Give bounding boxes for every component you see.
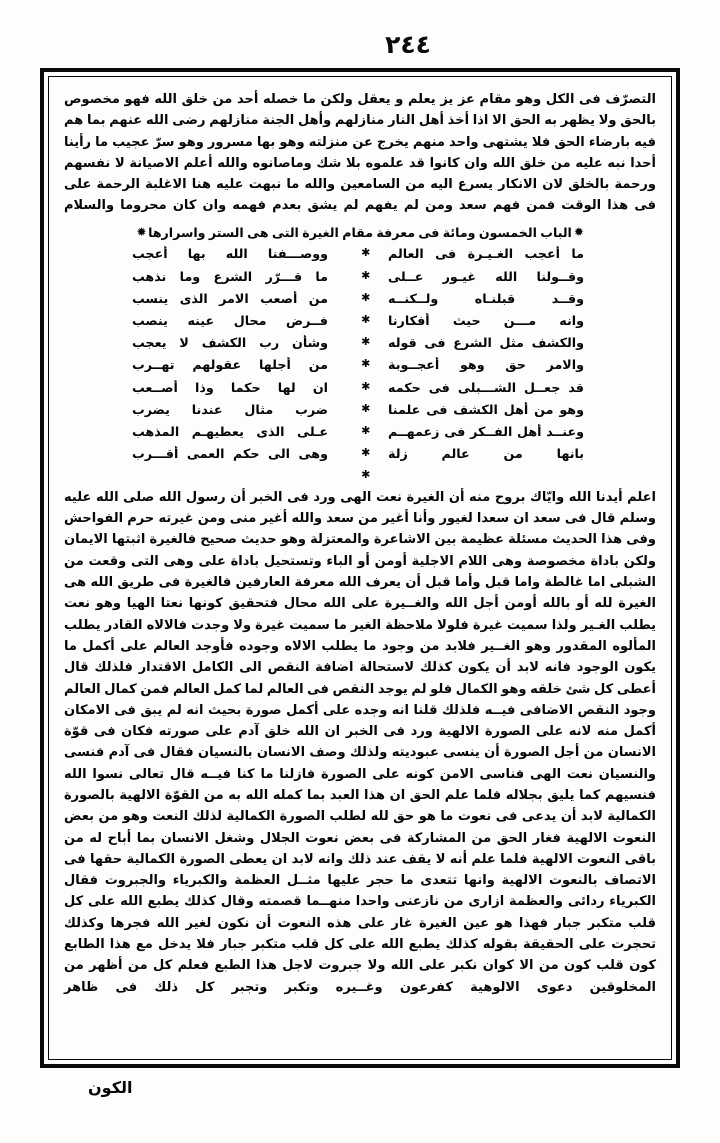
verse-line [132, 243, 584, 265]
page-number: ٢٤٤ [385, 30, 431, 59]
hemistich-left: ان لها حكما وذا أصــعب [132, 379, 328, 395]
verse-trailing-star-line [132, 465, 584, 487]
verse-separator-star-icon: ✱ [361, 312, 370, 326]
verse-separator-star-icon: ✱ [361, 246, 370, 260]
hemistich-left: من أجلها عقولهم تهــرب [132, 357, 328, 373]
verse-separator-star-icon: ✱ [361, 357, 370, 371]
catchword: الكون [88, 1078, 133, 1097]
hemistich-right: ما أعجب الغـيـرة فى العالم [388, 246, 584, 262]
verse-separator-star-icon: ✱ [361, 401, 370, 415]
hemistich-right: بانها من عالم زلة [388, 446, 584, 462]
text-column [52, 78, 668, 1058]
verse-separator-star-icon: ✱ [361, 290, 370, 304]
verse-separator-star-icon: ✱ [361, 423, 370, 437]
hemistich-left: وهى الى حكم العمى أقـــرب [132, 446, 328, 462]
verse-line [132, 287, 584, 309]
hemistich-right: وقــولنا الله غيـور عــلى [388, 268, 584, 284]
verse-separator-star-icon: ✱ [361, 268, 370, 282]
verse-line [132, 420, 584, 442]
paragraph-top: التصرّف فى الكل وهو مقام عز يز يعلم و يعقل ولكن ما خصله أحد من خلق الله فهو مخصوص بالحق ولا يظهر به الحق الا اذا أخذ أهل النار منازلهم وأهل الجنة منازلهم رضى الله عنهم بما هم فيه بارضاء الحق فلا يشتهى واحد منهم يخرج عن منزلته وهو بها مسرور وهو سرّ عجيب ما رأينا أحدا نبه عليه من خلق الله وان كانوا قد علموه بلا شك وماصانوه والله أعلم الاصيانة لا نفسهم ورحمة بالخلق لان الانكار يسرع اليه من السامعين والله ما نبهت عليه هنا الاغلبة الرحمة على فى هذا الوقت فمن فهم سعد ومن لم يفهم لم يشق بعدم فهمه وان كان محروما والسلام [64, 92, 656, 214]
verse-line [132, 354, 584, 376]
heading-star-left-icon: ✹ [136, 224, 147, 239]
verse-line [132, 398, 584, 420]
hemistich-left: ضرب مثال عندنا يضرب [132, 401, 328, 417]
hemistich-left: من أصعب الامر الذى ينسب [132, 290, 328, 306]
poem-block [132, 243, 588, 487]
hemistich-left: وشأن رب الكشف لا يعجب [132, 335, 328, 351]
verse-line [132, 332, 584, 354]
chapter-heading [64, 225, 656, 240]
chapter-heading-text: الباب الخمسون ومائة فى معرفة مقام الغيرة التى هى الستر واسرارها [148, 224, 572, 240]
hemistich-left: ما قـــرّر الشرع وما نذهب [132, 268, 328, 284]
commentary-paragraph: اعلم أيدنا الله وايّاك بروح منه أن الغيرة نعت الهى ورد فى الخبر أن رسول الله صلى الله عليه وسلم قال فى سعد ان سعدا لغيور وأنا أغير من سعد والله أغير منى ومن غيرته حرم الفواحش وفى هذا الحديث مسئلة عظيمة بين الاشاعرة والمعتزلة وهو حديث صحيح فالغيرة اثبتها الايمان ولكن باداة مخصوصة وهى اللام الاجلية أومن أو الباء وتستحيل باداة على وهى التى وقعت من الشبلى اما غالطة واما قبل وأما قبل أن يعرف الله معرفة العارفين فالغيرة فى طريق الله هى الغيرة لله أو بالله أومن أجل الله والغــيرة على الله محال فتحقيق كونها نعتا الهيا وهو نعت يطلب الغـير ولذا سميت غيرة فلولا ملاحظة الغير ما سميت غيرة ولا وجدت فالالاه القادر يطلب المألوه المقدور وهو الغــير فلابد من وجود ما يطلب الالاه وجوده فأوجد العالم على أكمل ما يكون الوجود فانه لابد أن يكون كذلك لاستحالة اضافة النقص الى الكامل الاقتدار فلذلك قال أعطى كل شئ خلقه وهو الكمال فلو لم يوجد النقص فى العالم لما كمل العالم فمن كمال العالم وجود النقص الاضافى فيــه فلذلك قلنا انه وجده على أكمل صورة بحيث انه لم يبق فى الامكان أكمل منه لانه على الصورة الالهية ورد فى الخبر ان الله خلق آدم على صورته فكان فى قوّة الانسان من أجل الصورة أن ينسى عبوديته ولذلك وصف الانسان بالنسيان فقال فى آدم فنسى والنسيان نعت الهى فناسى الامن كونه على الصورة فازلنا ما كنا فيــه قال تعالى نسوا الله فنسيهم كما يليق بجلاله فلما علم الحق ان هذا العبد بما كمله الله به من القوّة الالهية بالصورة الكمالية لابد أن يدعى فى نعوت ما هو حق لله لطلب الصورة الكمالية لذلك النعت وهو من بعض النعوت الالهية فغار الحق من المشاركة فى بعض نعوت الجلال وشغل الانسان بما أباح له من باقى النعوت الالهية فلما علم أنه لا يقف عند ذلك وانه لابد ان يعطى الصورة الكمالية حقها فى الاتصاف بالنعوت الالهية وانها تتعدى ما حجر عليها مثــل العظمة والكبرياء والجبروت فقال الكبرياء ردائى والعظمة ازارى من نازعنى واحدا منهــما قصمته وقال كذلك يطبع الله على كل قلب متكبر جبار فهذا هو عين الغيرة غار على هذه النعوت أن نكون لغير الله فجرها وكذلك تحجرت على الحقيقة بقوله كذلك يطبع الله على كل قلب متكبر جبار فلا يدخل مع هذا الطابع كون قلب كون من الا كوان نكبر على الله ولا جبروت لاجل هذا الطبع فعلم كل من أظهر من المخلوقين دعوى الالوهية كفرعون وغــيره وتكبر وتجبر كل ذلك فى ظاهر [64, 489, 656, 995]
hemistich-right: والكشف مثل الشرع فى قوله [388, 335, 584, 351]
verse-line [132, 376, 584, 398]
verse-separator-star-icon: ✱ [361, 379, 370, 393]
verse-line [132, 265, 584, 287]
hemistich-left: ووصـــفنا الله بها أعجب [132, 246, 328, 262]
hemistich-right: وعنــد أهل الفــكر فى زعمهــم [388, 423, 584, 439]
verse-separator-star-icon: ✱ [361, 335, 370, 349]
hemistich-left: فــرض محال عينه ينصب [132, 312, 328, 328]
hemistich-right: وانه مـــن حيث أفكارنا [388, 312, 584, 328]
hemistich-right: قد جعــل الشـــبلى فى حكمه [388, 379, 584, 395]
hemistich-right: وهو من أهل الكشف فى علمنا [388, 401, 584, 417]
heading-star-right-icon: ✹ [573, 224, 584, 239]
hemistich-right: والامر حق وهو أعجــوبة [388, 357, 584, 373]
verse-line [132, 309, 584, 331]
verse-trailing-star-icon: ✱ [361, 468, 370, 482]
hemistich-left: عـلى الذى يعطيهـم المذهب [132, 423, 328, 439]
hemistich-right: وقــد قبلنـاه ولــكنــه [388, 290, 584, 306]
verse-line-final [132, 442, 584, 464]
verse-separator-star-icon: ✱ [361, 446, 370, 460]
